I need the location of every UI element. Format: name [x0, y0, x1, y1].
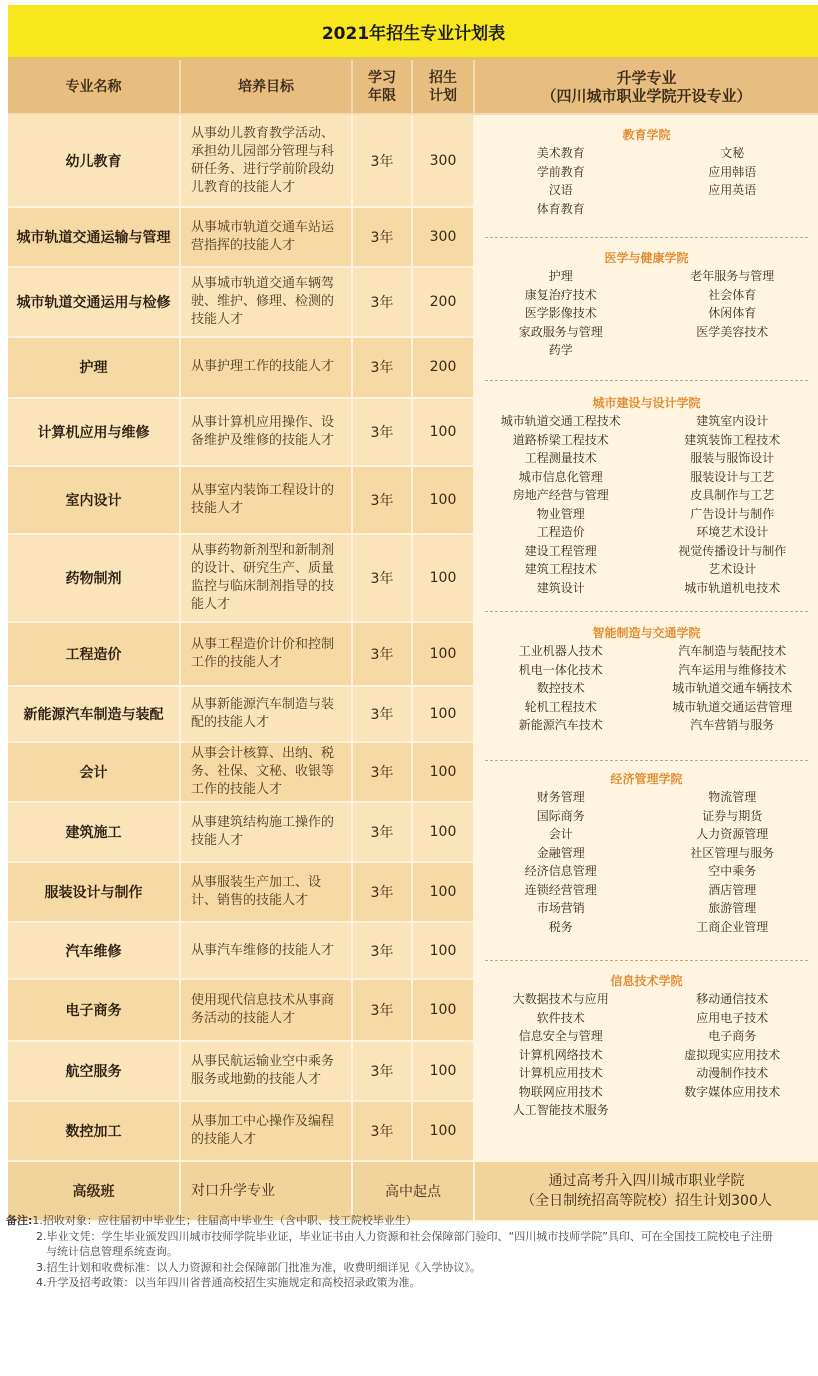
- header-training-goal: 培养目标: [180, 60, 352, 114]
- major-item: 汽车运用与维修技术: [678, 662, 787, 677]
- study-years: 3年: [352, 922, 412, 978]
- college-majors: [475, 412, 818, 597]
- header-upgrade-majors: 升学专业 （四川城市职业学院开设专业）: [474, 60, 818, 114]
- college-name: 城市建设与设计学院: [592, 396, 701, 410]
- major-item: 老年服务与管理: [690, 269, 775, 283]
- header-enrollment-plan: 招生 计划: [412, 60, 474, 114]
- college-majors: [475, 990, 818, 1120]
- note-item: 1.招收对象：应往届初中毕业生；往届高中毕业生（含中职、技工院校毕业生）: [32, 1214, 417, 1227]
- study-years: 3年: [352, 802, 412, 862]
- major-item: 工业机器人技术: [518, 644, 603, 658]
- training-goal: 从事护理工作的技能人才: [180, 337, 352, 397]
- college-name: 教育学院: [622, 128, 671, 142]
- major-item: 物流管理: [708, 790, 757, 804]
- major-item: 建筑装饰工程技术: [684, 432, 781, 447]
- note-item: 3.招生计划和收费标准：以人力资源和社会保障部门批准为准，收费明细详见《入学协议》。: [36, 1260, 481, 1274]
- major-item: 汽车制造与装配技术: [678, 644, 787, 658]
- major-item: 物联网应用技术: [518, 1084, 603, 1099]
- major-item: 数字媒体应用技术: [684, 1084, 781, 1099]
- major-name: 服装设计与制作: [8, 862, 180, 922]
- study-years: 3年: [352, 207, 412, 267]
- header-study-years: 学习 年限: [352, 60, 412, 114]
- study-years: 3年: [352, 337, 412, 397]
- major-name: 汽车维修: [8, 922, 180, 978]
- training-goal: 从事药物新剂型和新制剂的设计、研究生产、质量监控与临床制剂指导的技能人才: [180, 534, 352, 622]
- major-item: 旅游管理: [708, 901, 757, 915]
- training-goal: 从事建筑结构施工操作的技能人才: [180, 802, 352, 862]
- major-item: 应用英语: [708, 183, 757, 197]
- study-years: 3年: [352, 742, 412, 802]
- enrollment-plan: 100: [412, 534, 474, 622]
- college-block: [475, 973, 818, 1120]
- college-block: [475, 625, 818, 735]
- major-item: 税务: [548, 919, 573, 934]
- enrollment-plan: 100: [412, 1041, 474, 1101]
- study-years: 3年: [352, 1101, 412, 1161]
- major-item: 广告设计与制作: [690, 506, 775, 521]
- college-block: [475, 395, 818, 597]
- training-goal: 从事室内装饰工程设计的技能人才: [180, 466, 352, 534]
- study-years: 3年: [352, 114, 412, 207]
- major-item: 新能源汽车技术: [518, 718, 603, 732]
- major-item: 证券与期货: [702, 808, 763, 823]
- advanced-class-start: 高中起点: [352, 1161, 474, 1221]
- major-item: 国际商务: [536, 808, 585, 823]
- major-item: 建筑室内设计: [696, 414, 769, 428]
- major-item: 汉语: [548, 183, 573, 197]
- major-item: 机电一体化技术: [518, 662, 603, 677]
- study-years: 3年: [352, 1041, 412, 1101]
- major-item: 医学美容技术: [696, 324, 769, 339]
- college-block: [475, 127, 818, 218]
- college-name: 医学与健康学院: [604, 251, 689, 265]
- major-item: 艺术设计: [708, 562, 757, 576]
- college-name: 智能制造与交通学院: [592, 626, 701, 640]
- major-item: 护理: [548, 269, 573, 283]
- major-name: 护理: [8, 337, 180, 397]
- major-item: 工程造价: [536, 525, 585, 539]
- major-item: 财务管理: [536, 790, 585, 804]
- major-item: 文秘: [720, 146, 745, 160]
- college-block: [475, 250, 818, 360]
- major-item: 城市轨道交通车辆技术: [672, 681, 793, 695]
- enrollment-plan: 200: [412, 267, 474, 337]
- study-years: 3年: [352, 622, 412, 686]
- major-item: 服装设计与工艺: [690, 469, 775, 484]
- major-item: 体育教育: [536, 201, 585, 216]
- college-divider: [485, 760, 808, 761]
- enrollment-plan: 100: [412, 862, 474, 922]
- major-item: 休闲体育: [708, 306, 757, 320]
- major-item: 物业管理: [536, 506, 585, 521]
- major-item: 大数据技术与应用: [512, 992, 609, 1006]
- college-majors: [475, 144, 818, 218]
- major-name: 城市轨道交通运用与检修: [8, 267, 180, 337]
- major-name: 工程造价: [8, 622, 180, 686]
- college-name: 信息技术学院: [610, 974, 683, 988]
- advanced-class-name: 高级班: [8, 1161, 180, 1221]
- major-item: 工程测量技术: [524, 451, 597, 465]
- major-item: 美术教育: [536, 146, 585, 160]
- major-item: 工商企业管理: [696, 919, 769, 934]
- major-name: 室内设计: [8, 466, 180, 534]
- major-name: 电子商务: [8, 979, 180, 1041]
- enrollment-plan: 100: [412, 802, 474, 862]
- major-name: 新能源汽车制造与装配: [8, 686, 180, 742]
- note-item: 4.升学及招考政策：以当年四川省普通高校招生实施规定和高校招录政策为准。: [36, 1276, 421, 1289]
- major-item: 社区管理与服务: [690, 845, 775, 860]
- college-majors: [475, 788, 818, 936]
- training-goal: 使用现代信息技术从事商务活动的技能人才: [180, 979, 352, 1041]
- college-divider: [485, 380, 808, 381]
- major-item: 信息安全与管理: [518, 1029, 603, 1043]
- college-divider: [485, 960, 808, 961]
- major-name: 数控加工: [8, 1101, 180, 1161]
- enrollment-plan: 100: [412, 742, 474, 802]
- training-goal: 从事幼儿教育教学活动、承担幼儿园部分管理与科研任务、进行学前阶段幼儿教育的技能人才: [180, 114, 352, 207]
- major-name: 幼儿教育: [8, 114, 180, 207]
- college-divider: [485, 237, 808, 238]
- major-name: 计算机应用与维修: [8, 398, 180, 466]
- major-item: 康复治疗技术: [524, 287, 597, 302]
- major-item: 虚拟现实应用技术: [684, 1047, 781, 1062]
- enrollment-plan: 100: [412, 1101, 474, 1161]
- training-goal: 从事城市轨道交通车站运营指挥的技能人才: [180, 207, 352, 267]
- advanced-class-desc: 通过高考升入四川城市职业学院 （全日制统招高等院校）招生计划300人: [474, 1161, 818, 1221]
- training-goal: 从事汽车维修的技能人才: [180, 922, 352, 978]
- college-majors: [475, 267, 818, 360]
- enrollment-plan: 300: [412, 207, 474, 267]
- major-item: 城市轨道交通工程技术: [500, 414, 621, 428]
- major-item: 电子商务: [708, 1029, 757, 1043]
- major-item: 数控技术: [536, 681, 585, 695]
- enrollment-plan: 200: [412, 337, 474, 397]
- study-years: 3年: [352, 267, 412, 337]
- college-divider: [485, 611, 808, 612]
- notes: [6, 1213, 816, 1291]
- major-item: 酒店管理: [708, 882, 757, 897]
- study-years: 3年: [352, 466, 412, 534]
- training-goal: 从事计算机应用操作、设备维护及维修的技能人才: [180, 398, 352, 466]
- major-item: 城市轨道机电技术: [684, 580, 781, 595]
- advanced-class-row: [8, 1161, 818, 1221]
- major-name: 城市轨道交通运输与管理: [8, 207, 180, 267]
- major-item: 连锁经营管理: [524, 882, 597, 897]
- major-item: 空中乘务: [708, 864, 757, 878]
- enrollment-table: [8, 60, 818, 1222]
- major-item: 会计: [548, 827, 573, 841]
- major-name: 建筑施工: [8, 802, 180, 862]
- enrollment-plan-sheet: [8, 5, 818, 1222]
- major-name: 会计: [8, 742, 180, 802]
- page-title: 2021年招生专业计划表: [8, 5, 818, 60]
- major-item: 汽车营销与服务: [690, 718, 775, 732]
- major-name: 航空服务: [8, 1041, 180, 1101]
- enrollment-plan: 100: [412, 466, 474, 534]
- enrollment-plan: 100: [412, 979, 474, 1041]
- major-item: 家政服务与管理: [518, 324, 603, 339]
- major-item: 动漫制作技术: [696, 1066, 769, 1080]
- college-majors: [475, 642, 818, 735]
- major-item: 移动通信技术: [696, 992, 769, 1006]
- major-item: 建设工程管理: [524, 543, 597, 558]
- training-goal: 从事工程造价计价和控制工作的技能人才: [180, 622, 352, 686]
- major-item: 建筑设计: [536, 580, 585, 595]
- training-goal: 从事加工中心操作及编程的技能人才: [180, 1101, 352, 1161]
- major-item: 应用电子技术: [696, 1010, 769, 1025]
- major-item: 金融管理: [536, 845, 585, 860]
- notes-label: 备注:: [6, 1214, 33, 1227]
- note-item: 与统计信息管理系统查询。: [46, 1245, 178, 1258]
- major-item: 药学: [548, 343, 573, 357]
- college-block: [475, 771, 818, 936]
- training-goal: 从事城市轨道交通车辆驾驶、维护、修理、检测的技能人才: [180, 267, 352, 337]
- study-years: 3年: [352, 534, 412, 622]
- college-name: 经济管理学院: [610, 772, 683, 786]
- enrollment-plan: 100: [412, 398, 474, 466]
- major-item: 轮机工程技术: [524, 699, 597, 714]
- upgrade-majors-panel: [474, 114, 818, 1161]
- major-item: 计算机应用技术: [518, 1066, 603, 1080]
- table-row: [8, 114, 818, 207]
- header-major-name: 专业名称: [8, 60, 180, 114]
- major-item: 应用韩语: [708, 164, 757, 179]
- major-item: 视觉传播设计与制作: [678, 543, 787, 558]
- major-item: 皮具制作与工艺: [690, 488, 775, 502]
- major-name: 药物制剂: [8, 534, 180, 622]
- major-item: 城市信息化管理: [518, 469, 603, 484]
- enrollment-plan: 100: [412, 686, 474, 742]
- major-item: 社会体育: [708, 287, 757, 302]
- study-years: 3年: [352, 862, 412, 922]
- enrollment-plan: 100: [412, 622, 474, 686]
- training-goal: 从事民航运输业空中乘务服务或地勤的技能人才: [180, 1041, 352, 1101]
- major-item: 房地产经营与管理: [512, 488, 609, 502]
- major-item: 道路桥梁工程技术: [512, 432, 609, 447]
- major-item: 计算机网络技术: [518, 1047, 603, 1062]
- study-years: 3年: [352, 686, 412, 742]
- major-item: 人力资源管理: [696, 827, 769, 841]
- major-item: 服装与服饰设计: [690, 451, 775, 465]
- major-item: 城市轨道交通运营管理: [672, 699, 793, 714]
- study-years: 3年: [352, 398, 412, 466]
- advanced-class-goal: 对口升学专业: [180, 1161, 352, 1221]
- major-item: 市场营销: [536, 901, 585, 915]
- major-item: 经济信息管理: [524, 864, 597, 878]
- major-item: 人工智能技术服务: [512, 1103, 609, 1117]
- study-years: 3年: [352, 979, 412, 1041]
- training-goal: 从事服装生产加工、设计、销售的技能人才: [180, 862, 352, 922]
- major-item: 建筑工程技术: [524, 562, 597, 576]
- enrollment-plan: 300: [412, 114, 474, 207]
- training-goal: 从事新能源汽车制造与装配的技能人才: [180, 686, 352, 742]
- major-item: 医学影像技术: [524, 306, 597, 320]
- note-item: 2.毕业文凭：学生毕业颁发四川城市技师学院毕业证，毕业证书由人力资源和社会保障部门验印、“四川城市技师学院”具印、可在全国技工院校电子注册: [36, 1229, 773, 1243]
- major-item: 软件技术: [536, 1010, 585, 1025]
- major-item: 环境艺术设计: [696, 525, 769, 539]
- training-goal: 从事会计核算、出纳、税务、社保、文秘、收银等工作的技能人才: [180, 742, 352, 802]
- enrollment-plan: 100: [412, 922, 474, 978]
- major-item: 学前教育: [536, 164, 585, 179]
